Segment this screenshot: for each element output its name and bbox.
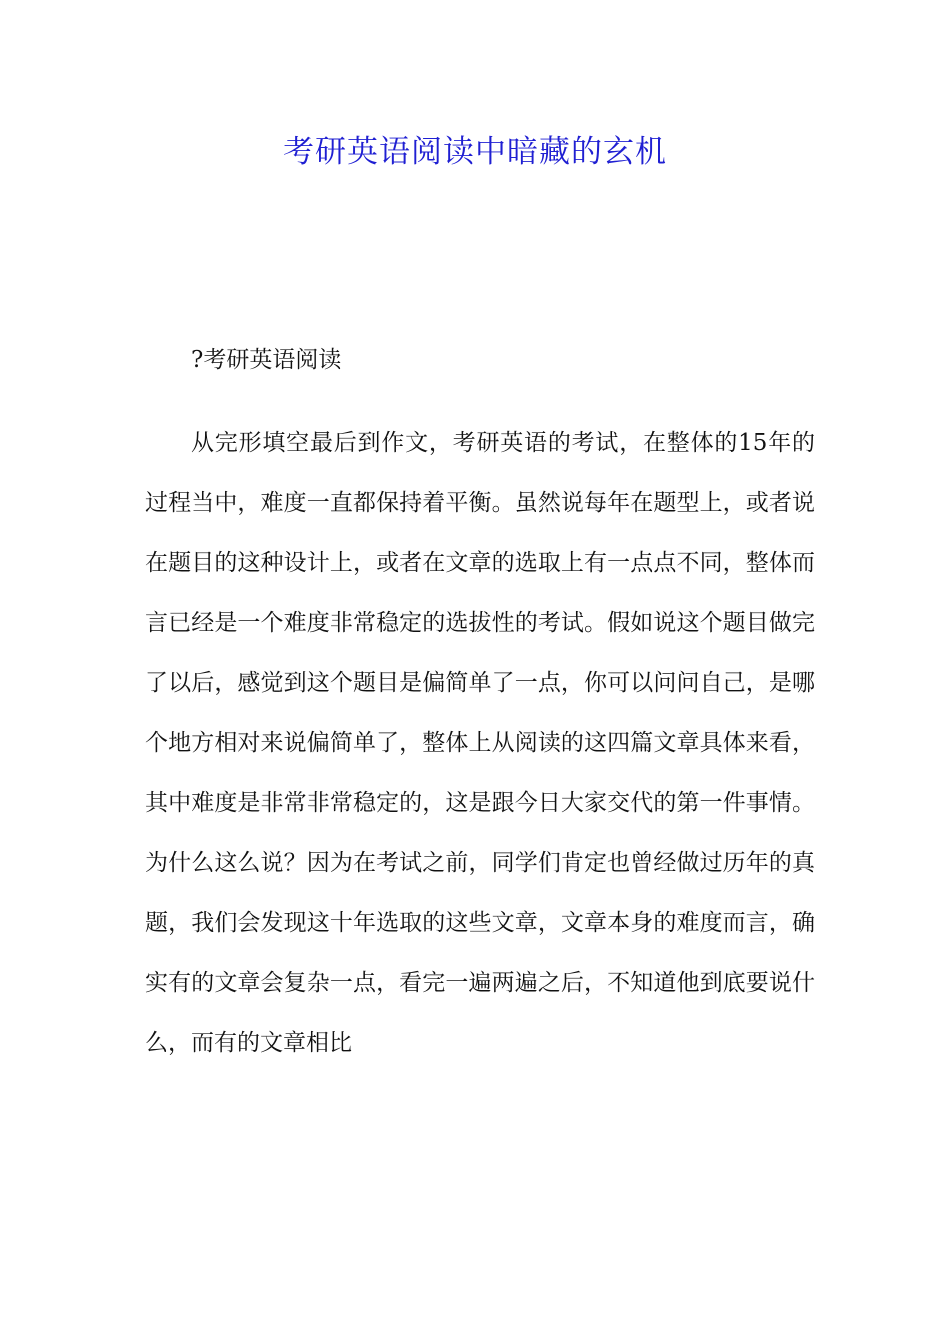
section-subheading: ?考研英语阅读 xyxy=(191,347,342,373)
body-paragraph: 从完形填空最后到作文，考研英语的考试，在整体的15年的过程当中，难度一直都保持着平衡。虽然说每年在题型上，或者说在题目的这种设计上，或者在文章的选取上有一点点不同，整体而言已经是一个难度非常稳定的选拔性的考试。假如说这个题目做完了以后，感觉到这个题目是偏简单了一点，你可以问问自己，是哪个地方相对来说偏简单了，整体上从阅读的这四篇文章具体来看，其中难度是非常非常稳定的，这是跟今日大家交代的第一件事情。为什么这么说？因为在考试之前，同学们肯定也曾经做过历年的真题，我们会发现这十年选取的这些文章，文章本身的难度而言，确实有的文章会复杂一点，看完一遍两遍之后，不知道他到底要说什么，而有的文章相比 xyxy=(145,430,815,1056)
document-title: 考研英语阅读中暗藏的玄机 xyxy=(283,134,667,170)
